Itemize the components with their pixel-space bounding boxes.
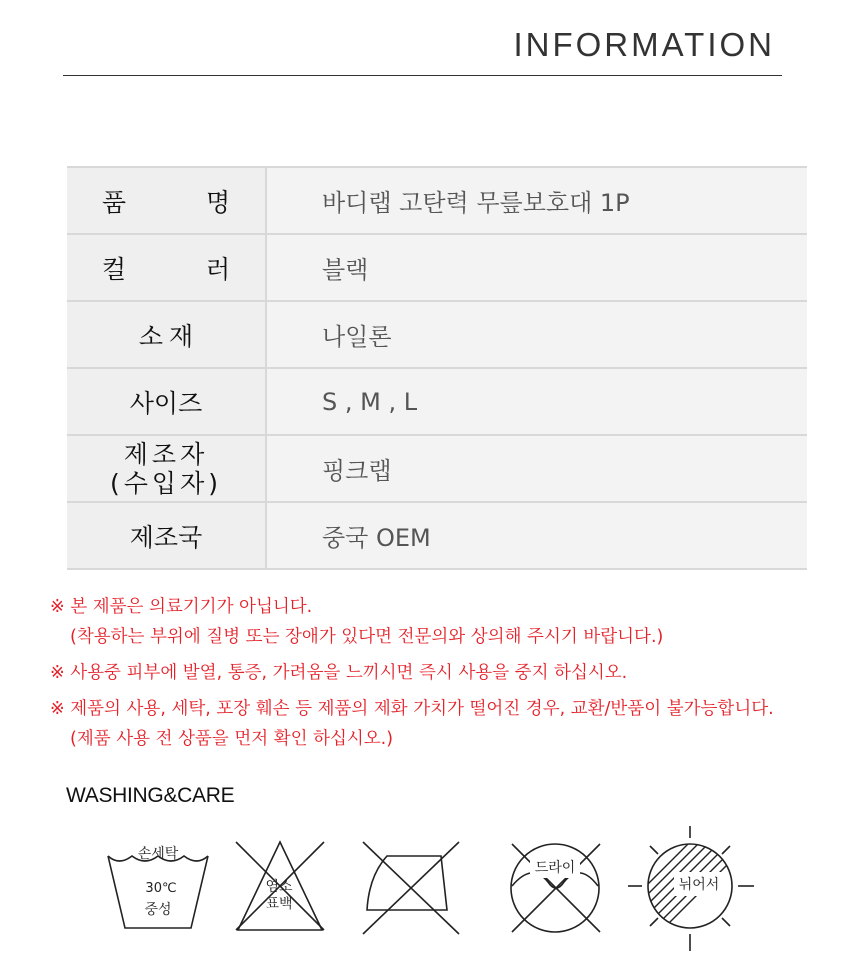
table-row [67, 502, 807, 569]
hand-wash-detergent: 중성 [144, 902, 172, 918]
label-product-name: 품 명 [101, 187, 267, 217]
row-value: 바디랩 고탄력 무릎보호대 1P [266, 167, 807, 234]
row-value: 나일론 [266, 301, 807, 368]
caution-notices [50, 592, 774, 754]
header-divider [63, 75, 782, 76]
row-value: 블랙 [266, 234, 807, 301]
label-importer: (수입자) [110, 468, 222, 498]
row-label [67, 435, 266, 502]
row-value: 중국 OEM [266, 502, 807, 569]
no-bleach-icon [232, 826, 328, 938]
care-title: WASHING&CARE [66, 784, 235, 807]
row-value: 핑크랩 [266, 435, 807, 502]
table-row [67, 368, 807, 435]
table-row [67, 435, 807, 502]
hand-wash-icon [105, 826, 211, 942]
row-label [67, 167, 266, 234]
row-label: 사이즈 [67, 368, 266, 435]
notice-item [50, 592, 774, 652]
label-color: 컬 러 [101, 254, 267, 284]
notice-item [50, 658, 774, 688]
notice-subtext: (착용하는 부위에 질병 또는 장애가 있다면 전문의와 상의해 주시기 바랍니다.) [70, 627, 664, 647]
row-label: 제조국 [67, 502, 266, 569]
table-row [67, 301, 807, 368]
product-info-table [67, 166, 807, 570]
label-manufacturer: 제조자 [123, 439, 209, 469]
hand-wash-label: 손세탁 [137, 846, 179, 862]
page-title: INFORMATION [513, 26, 775, 63]
row-label [67, 234, 266, 301]
table-row [67, 234, 807, 301]
row-value: S , M , L [266, 368, 807, 435]
no-iron-icon [363, 826, 463, 938]
notice-item [50, 694, 774, 754]
bleach-text-line1: 염소 [265, 879, 293, 895]
hand-wash-temperature: 30℃ [145, 881, 177, 896]
notice-text: ※ 제품의 사용, 세탁, 포장 훼손 등 제품의 제화 가치가 떨어진 경우, 교환/반품이 불가능합니다. [50, 699, 774, 719]
dry-clean-label: 드라이 [534, 860, 576, 876]
shade-dry-label: 뉘어서 [678, 877, 720, 893]
notice-text: ※ 본 제품은 의료기기가 아닙니다. [50, 597, 313, 617]
bleach-text-line2: 표백 [265, 896, 293, 912]
shade-dry-icon [628, 826, 756, 955]
row-label [67, 301, 266, 368]
table-row [67, 167, 807, 234]
no-dry-clean-icon [508, 826, 604, 940]
notice-subtext: (제품 사용 전 상품을 먼저 확인 하십시오.) [70, 729, 394, 749]
notice-text: ※ 사용중 피부에 발열, 통증, 가려움을 느끼시면 즉시 사용을 중지 하십시오. [50, 663, 628, 683]
label-material: 소재 [138, 321, 200, 351]
